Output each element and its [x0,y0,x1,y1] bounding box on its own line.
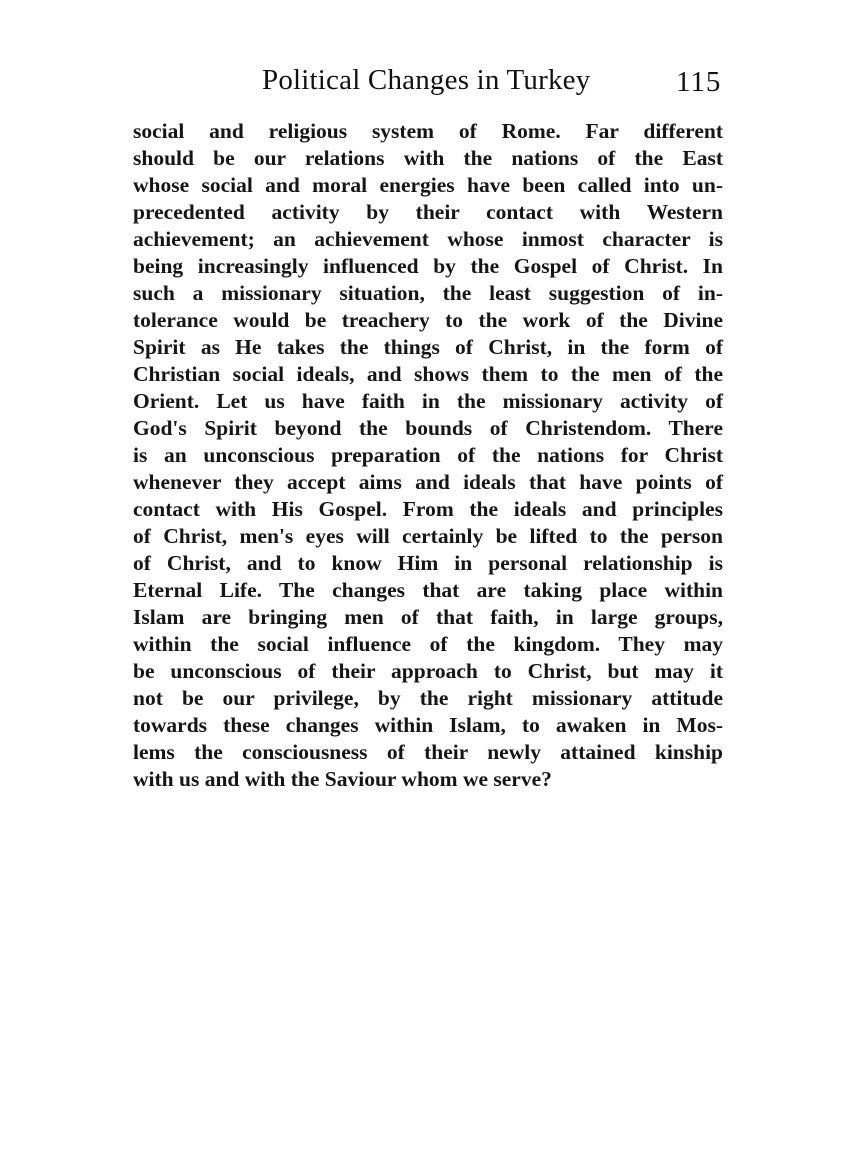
text-line: Christian social ideals, and shows them to the men of the [133,362,723,386]
text-line: lems the consciousness of their newly attained kinship [133,740,723,764]
text-line: of Christ, men's eyes will certainly be lifted to the person [133,524,723,548]
running-title: Political Changes in Turkey [262,64,591,96]
text-line: tolerance would be treachery to the work of the Divine [133,308,723,332]
text-line: whenever they accept aims and ideals that have points of [133,470,723,494]
body-paragraph [133,118,723,793]
text-line: is an unconscious preparation of the nations for Christ [133,443,723,467]
running-header [0,64,850,100]
text-line: towards these changes within Islam, to awaken in Mos- [133,713,723,737]
text-line: Orient. Let us have faith in the missionary activity of [133,389,723,413]
text-line: with us and with the Saviour whom we serve? [133,767,552,791]
text-line: whose social and moral energies have been called into un- [133,173,723,197]
text-line: such a missionary situation, the least suggestion of in- [133,281,723,305]
text-line: not be our privilege, by the right missionary attitude [133,686,723,710]
text-line: Islam are bringing men of that faith, in large groups, [133,605,723,629]
text-line: God's Spirit beyond the bounds of Christendom. There [133,416,723,440]
text-line: should be our relations with the nations of the East [133,146,723,170]
text-line: within the social influence of the kingdom. They may [133,632,723,656]
text-line: Eternal Life. The changes that are taking place within [133,578,723,602]
page-number: 115 [676,66,722,98]
text-line: of Christ, and to know Him in personal relationship is [133,551,723,575]
text-line: social and religious system of Rome. Far different [133,119,723,143]
text-line: precedented activity by their contact with Western [133,200,723,224]
text-line: be unconscious of their approach to Christ, but may it [133,659,723,683]
text-line: being increasingly influenced by the Gospel of Christ. In [133,254,723,278]
text-line: contact with His Gospel. From the ideals and principles [133,497,723,521]
text-line: Spirit as He takes the things of Christ, in the form of [133,335,723,359]
text-line: achievement; an achievement whose inmost character is [133,227,723,251]
